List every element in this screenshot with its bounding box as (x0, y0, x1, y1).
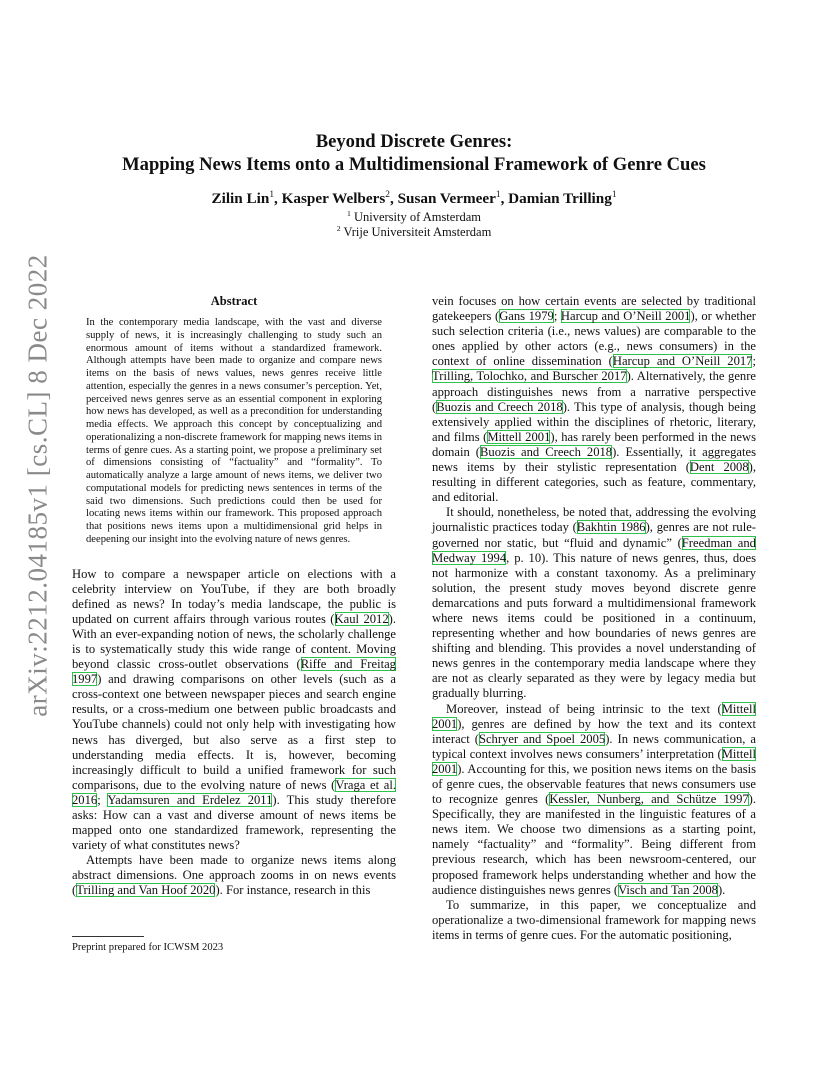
footnote (72, 936, 396, 954)
citation-link[interactable]: Riffe and Freitag 1997 (72, 657, 396, 687)
title-block (72, 130, 756, 240)
paragraph-text: To summarize, in this paper, we conceptualize and operationalize a two-dimensional framework for mapping news items in terms of genre cues. For the automatic positioning, (432, 897, 756, 942)
paragraph-text: ). Essentially, it aggregates news items by their stylistic representation ( (432, 444, 756, 475)
paragraph-text: ), or whether such selection criteria (i.e., news values) are comparable to the ones applied by other actors (e.g., news consumers) in the context of online dissemination ( (432, 309, 756, 369)
paragraph-text: ; (553, 309, 561, 324)
paper-title-line-2: Mapping News Items onto a Multidimensional Framework of Genre Cues (122, 154, 706, 175)
author-name: Kasper Welbers (281, 190, 386, 207)
paragraph-text: Moreover, instead of being intrinsic to the text ( (446, 701, 722, 716)
left-column (72, 294, 396, 899)
author-name: Zilin Lin (211, 190, 270, 207)
paragraph-text: ). Alternatively, the genre approach distinguishes news from a narrative perspective ( (432, 369, 757, 414)
body-paragraph (72, 853, 396, 898)
paragraph-text: ) and drawing comparisons on other levels (such as a cross-context one between newspaper pieces and search engine results, or a cross-medium one between public broadcasts and YouTube channels) could not only help with investigating how news has diverged, but also serve as a first step to understanding media effects. It is, however, becoming increasingly difficult to build a unified framework for such comparisons, due to the evolving nature of news ( (72, 672, 396, 792)
citation-link[interactable]: Trilling, Tolochko, and Burscher 2017 (432, 369, 627, 384)
body-paragraph (72, 567, 396, 854)
citation-link[interactable]: Mittell 2001 (432, 746, 756, 776)
body-paragraph (432, 898, 756, 943)
right-column (432, 294, 756, 943)
body-paragraph (432, 702, 756, 898)
right-body-text (432, 294, 756, 943)
paragraph-text: How to compare a newspaper article on elections with a celebrity interview on YouTube, if they are both broadly defined as news? In today’s media landscape, the public is updated on current affairs through various routes ( (72, 566, 396, 626)
affiliation-number: 1 (346, 208, 351, 218)
author-affiliation-mark: 1 (495, 189, 501, 200)
paragraph-text: ). This type of analysis, though being extensively applied within the disciplines of rhetoric, literary, and films ( (432, 399, 756, 444)
left-body-text (72, 567, 396, 899)
paragraph-text: ). Accounting for this, we position news items on the basis of genre cues, the observable features that news consumers use to recognize genres ( (432, 761, 756, 807)
citation-link[interactable]: Kessler, Nunberg, and Schütze 1997 (549, 792, 749, 807)
affiliation-name: University of Amsterdam (350, 210, 482, 224)
abstract-text: In the contemporary media landscape, with the vast and diverse supply of news, it is increasingly challenging to study such an enormous amount of items without a standardized framework. Although attempts have been made to organize and compare news items on the basis of news values, news genres receive little attention, especially the genres in a news consumer’s perception. Yet, perceived news genres serve as an essential component in exploring how news has developed, as well as a precondition for understanding media effects. We approach this concept by conceptualizing and operationalizing a non-discrete framework for mapping news items in terms of genre cues. As a starting point, we propose a preliminary set of dimensions consisting of “factuality” and “formality”. To automatically analyze a large amount of news items, we deliver two computational models for predicting news sentences in terms of the said two dimensions. Such predictions could then be used for locating news items within our framework. This proposed approach that positions news items upon a multidimensional grid helps in deepening our insight into the evolving nature of news genres. (86, 317, 382, 545)
paragraph-text: ), genres are defined by how the text and its context interact ( (432, 716, 756, 746)
footnote-rule (72, 936, 144, 937)
paragraph-text: It should, nonetheless, be noted that, addressing the evolving journalistic practices today ( (432, 505, 756, 535)
paragraph-text: ). For instance, research in this (215, 883, 371, 898)
paragraph-text: ). (717, 882, 726, 897)
citation-link[interactable]: Dent 2008 (689, 460, 749, 475)
author-affiliation-mark: 1 (269, 189, 275, 200)
author-list (72, 190, 756, 208)
author-separator: , (389, 190, 398, 207)
citation-link[interactable]: Harcup and O’Neill 2017 (612, 354, 753, 369)
author-name: Damian Trilling (508, 190, 612, 207)
paragraph-text: vein focuses on how certain events are selected by traditional gatekeepers ( (432, 294, 756, 324)
citation-link[interactable]: Vraga et al. 2016 (72, 777, 396, 807)
affiliation-number: 2 (336, 223, 341, 233)
author-name: Susan Vermeer (397, 190, 496, 207)
footnote-text: Preprint prepared for ICWSM 2023 (72, 942, 224, 953)
abstract-heading: Abstract (210, 294, 258, 308)
affiliation (72, 225, 756, 240)
body-paragraph (432, 505, 756, 701)
affiliation (72, 210, 756, 225)
author-affiliation-mark: 2 (385, 189, 390, 200)
arxiv-identifier-text: arXiv:2212.04185v1 [cs.CL] 8 Dec 2022 (22, 253, 53, 717)
citation-link[interactable]: Bakhtin 1986 (576, 520, 646, 535)
paragraph-text: ). Specifically, they are manifested in the linguistic features of a news item. We choose two dimensions as a starting point, namely “factuality” and “formality”. Being different from previous research, which has been newsroom-centered, our proposed framework helps understanding whether and how the audience distinguishes news genres ( (432, 792, 757, 897)
citation-link[interactable]: Harcup and O’Neill 2001 (560, 309, 691, 324)
paragraph-text: , p. 10). This nature of news genres, thus, does not harmonize with a constant taxonomy. As a preliminary solution, the present study moves beyond discrete genre demarcations and puts forward a multidimensional framework where news items could be positioned in a continuum, representing whether and how boundaries of news genres are shifting and blending. This provides a novel understanding of news genres in the contemporary media landscape where they are not as clearly separated as they were by legacy media but gradually blurring. (432, 550, 756, 701)
citation-link[interactable]: Visch and Tan 2008 (618, 882, 718, 897)
paragraph-text: ; (97, 792, 108, 807)
citation-link[interactable]: Gans 1979 (499, 309, 554, 324)
citation-link[interactable]: Buozis and Creech 2018 (480, 444, 613, 459)
author-separator: , (274, 190, 282, 207)
citation-link[interactable]: Yadamsuren and Erdelez 2011 (107, 792, 273, 807)
paragraph-text: ), genres are not rule-governed nor static, but “fluid and dynamic” ( (432, 520, 757, 550)
paragraph-text: Attempts have been made to organize news items along abstract dimensions. One approach zooms in on news events ( (72, 853, 396, 898)
paragraph-text: ), resulting in different categories, such as feature, commentary, and editorial. (432, 460, 756, 505)
body-paragraph (432, 294, 756, 505)
citation-link[interactable]: Trilling and Van Hoof 2020 (76, 883, 216, 898)
citation-link[interactable]: Mittell 2001 (487, 429, 551, 444)
paragraph-text: ). This study therefore asks: How can a vast and diverse amount of news items be mapped onto one standardized framework, representing the variety of what constitutes news? (72, 792, 396, 853)
citation-link[interactable]: Kaul 2012 (334, 611, 389, 626)
citation-link[interactable]: Freedman and Medway 1994 (432, 535, 756, 565)
paragraph-text: ), has rarely been performed in the news domain ( (432, 429, 756, 459)
arxiv-identifier-margin (16, 253, 60, 717)
author-affiliation-mark: 1 (611, 189, 617, 200)
author-separator: , (500, 190, 509, 207)
paragraph-text: ; (752, 354, 756, 369)
paper-title-line-1: Beyond Discrete Genres: (315, 131, 513, 152)
paragraph-text: ). In news communication, a typical context involves news consumers’ interpretation ( (432, 731, 756, 761)
paragraph-text: ). With an ever-expanding notion of news, the scholarly challenge is to systematically study this wide range of content. Moving beyond classic cross-outlet observations ( (72, 611, 396, 672)
affiliation-list (72, 210, 756, 240)
citation-link[interactable]: Schryer and Spoel 2005 (478, 731, 606, 746)
citation-link[interactable]: Mittell 2001 (432, 701, 756, 731)
affiliation-name: Vrije Universiteit Amsterdam (340, 225, 492, 239)
citation-link[interactable]: Buozis and Creech 2018 (436, 399, 563, 414)
